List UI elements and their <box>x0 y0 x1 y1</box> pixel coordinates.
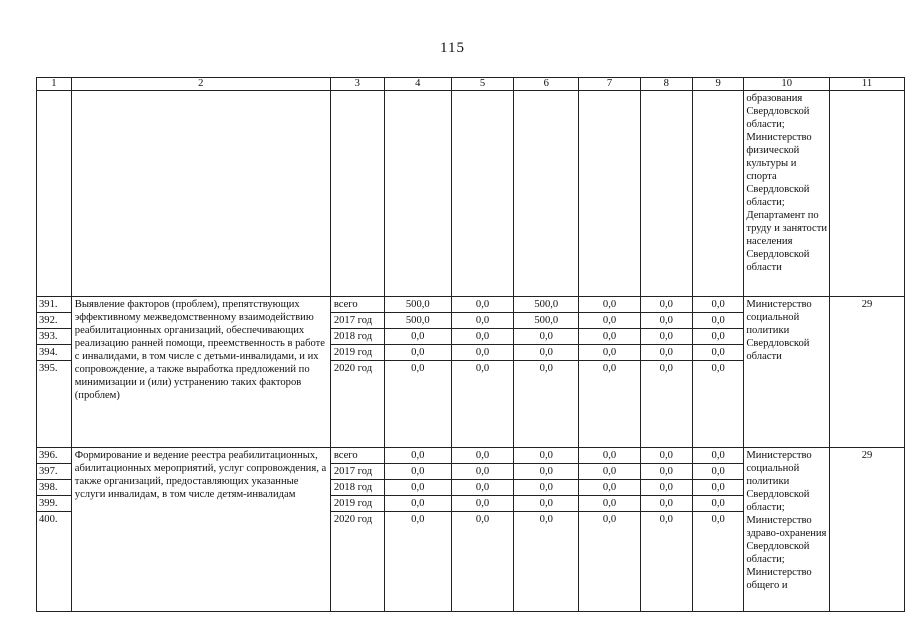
program-activities-table <box>36 77 905 612</box>
value-cell: 0,0 <box>693 496 743 512</box>
value-cell: 0,0 <box>641 313 692 329</box>
value-cell: 0,0 <box>411 514 425 525</box>
value-cell: 0,0 <box>452 448 513 464</box>
row-number: 398. <box>37 480 71 496</box>
column-number-6: 6 <box>514 78 579 91</box>
value-cell: 0,0 <box>641 329 692 345</box>
responsible-executors: Министерство социальной политики Свердловской области; Министерство здраво-охранения Свердловской области; Министерство общего и <box>744 448 830 612</box>
value-cell: 0,0 <box>514 480 578 496</box>
value-cell: 0,0 <box>659 363 673 374</box>
value-cell: 500,0 <box>514 313 578 329</box>
value-cell: 0,0 <box>452 480 513 496</box>
value-cell: 0,0 <box>659 514 673 525</box>
row-number: 393. <box>37 329 71 345</box>
program-table-sheet <box>36 77 905 612</box>
col6-values <box>514 448 579 612</box>
column-number-8: 8 <box>640 78 692 91</box>
year-cell <box>330 297 384 448</box>
table-row <box>37 297 905 448</box>
column-number-11: 11 <box>830 78 905 91</box>
value-cell: 0,0 <box>602 514 617 525</box>
value-cell: 0,0 <box>475 363 490 374</box>
value-cell: 0,0 <box>693 297 743 313</box>
value-cell: 0,0 <box>579 496 639 512</box>
value-cell: 0,0 <box>711 514 725 525</box>
row-number: 399. <box>37 496 71 512</box>
value-cell: 0,0 <box>385 480 451 496</box>
target-indicator-number: 29 <box>830 297 905 448</box>
row-number: 391. <box>37 297 71 313</box>
year-label: 2017 год <box>331 313 384 329</box>
value-cell: 0,0 <box>385 496 451 512</box>
column-number-3: 3 <box>330 78 384 91</box>
row-numbers-cell <box>37 297 72 448</box>
year-label: всего <box>331 448 384 464</box>
value-cell: 0,0 <box>693 448 743 464</box>
value-cell: 0,0 <box>602 363 617 374</box>
col6-values <box>514 297 579 448</box>
value-cell: 0,0 <box>385 464 451 480</box>
value-cell: 0,0 <box>514 345 578 361</box>
column-number-5: 5 <box>451 78 513 91</box>
value-cell: 0,0 <box>514 329 578 345</box>
value-cell: 0,0 <box>514 496 578 512</box>
year-label: 2019 год <box>331 345 384 361</box>
continuation-row <box>37 91 905 297</box>
value-cell: 0,0 <box>711 363 725 374</box>
value-cell: 0,0 <box>452 464 513 480</box>
col9-values <box>692 297 743 448</box>
col7-values <box>579 297 640 448</box>
col4-values <box>384 297 451 448</box>
column-number-1: 1 <box>37 78 72 91</box>
row-number: 394. <box>37 345 71 361</box>
column-number-4: 4 <box>384 78 451 91</box>
row-number: 395. <box>39 363 58 374</box>
row-number: 397. <box>37 464 71 480</box>
row-number: 392. <box>37 313 71 329</box>
value-cell: 0,0 <box>693 480 743 496</box>
page-number: 115 <box>440 40 465 56</box>
row-numbers-cell <box>37 448 72 612</box>
year-label: 2017 год <box>331 464 384 480</box>
value-cell: 0,0 <box>514 448 578 464</box>
value-cell: 0,0 <box>514 464 578 480</box>
year-label: 2020 год <box>333 363 373 374</box>
col7-values <box>579 448 640 612</box>
col8-values <box>640 297 692 448</box>
value-cell: 0,0 <box>579 464 639 480</box>
year-label: 2020 год <box>333 514 373 525</box>
value-cell: 0,0 <box>452 496 513 512</box>
table-row <box>37 448 905 612</box>
value-cell: 0,0 <box>641 464 692 480</box>
activity-description: Выявление факторов (проблем), препятствующих эффективному межведомственному взаимодействию реабилитационных организаций, обеспечивающих реализацию ранней помощи, преемственность в работе с инвалидами, в том числе с детьми-инвалидами, и их сопровождение, а также выработка предложений по минимизации и (или) устранению таких факторов (проблем) <box>71 297 330 448</box>
year-cell <box>330 448 384 612</box>
value-cell: 0,0 <box>452 297 513 313</box>
value-cell: 0,0 <box>385 448 451 464</box>
value-cell: 0,0 <box>693 313 743 329</box>
row-number: 396. <box>37 448 71 464</box>
column-number-10: 10 <box>744 78 830 91</box>
value-cell: 0,0 <box>693 329 743 345</box>
value-cell: 0,0 <box>641 480 692 496</box>
value-cell: 0,0 <box>641 448 692 464</box>
activity-description: Формирование и ведение реестра реабилитационных, абилитационных мероприятий, услуг сопровождения, а также организаций, предоставляющих указанные услуги инвалидам, в том числе детям-инвалидам <box>71 448 330 612</box>
target-indicator-number: 29 <box>830 448 905 612</box>
value-cell: 0,0 <box>579 345 639 361</box>
value-cell: 0,0 <box>579 297 639 313</box>
value-cell: 0,0 <box>539 363 553 374</box>
value-cell: 0,0 <box>385 345 451 361</box>
row-number: 400. <box>39 514 58 525</box>
col4-values <box>384 448 451 612</box>
value-cell: 0,0 <box>411 363 425 374</box>
value-cell: 0,0 <box>693 464 743 480</box>
value-cell: 500,0 <box>385 297 451 313</box>
year-label: 2018 год <box>331 480 384 496</box>
year-label: всего <box>331 297 384 313</box>
column-number-header-row <box>37 78 905 91</box>
value-cell: 500,0 <box>514 297 578 313</box>
responsible-executors: Министерство социальной политики Свердловской области <box>744 297 830 448</box>
col9-values <box>692 448 743 612</box>
column-number-9: 9 <box>692 78 743 91</box>
col5-values <box>451 448 513 612</box>
column-number-7: 7 <box>579 78 640 91</box>
value-cell: 0,0 <box>579 448 639 464</box>
value-cell: 0,0 <box>641 297 692 313</box>
value-cell: 0,0 <box>452 345 513 361</box>
value-cell: 0,0 <box>385 329 451 345</box>
value-cell: 0,0 <box>641 496 692 512</box>
value-cell: 0,0 <box>452 329 513 345</box>
value-cell: 0,0 <box>539 514 553 525</box>
year-label: 2018 год <box>331 329 384 345</box>
column-number-2: 2 <box>71 78 330 91</box>
value-cell: 0,0 <box>641 345 692 361</box>
value-cell: 0,0 <box>475 514 490 525</box>
col5-values <box>451 297 513 448</box>
year-label: 2019 год <box>331 496 384 512</box>
value-cell: 0,0 <box>452 313 513 329</box>
continued-responsible-executors: образования Свердловской области; Министерство физической культуры и спорта Свердловской области; Департамент по труду и занятости населения Свердловской области <box>744 91 830 297</box>
value-cell: 500,0 <box>385 313 451 329</box>
col8-values <box>640 448 692 612</box>
value-cell: 0,0 <box>693 345 743 361</box>
value-cell: 0,0 <box>579 329 639 345</box>
value-cell: 0,0 <box>579 313 639 329</box>
value-cell: 0,0 <box>579 480 639 496</box>
